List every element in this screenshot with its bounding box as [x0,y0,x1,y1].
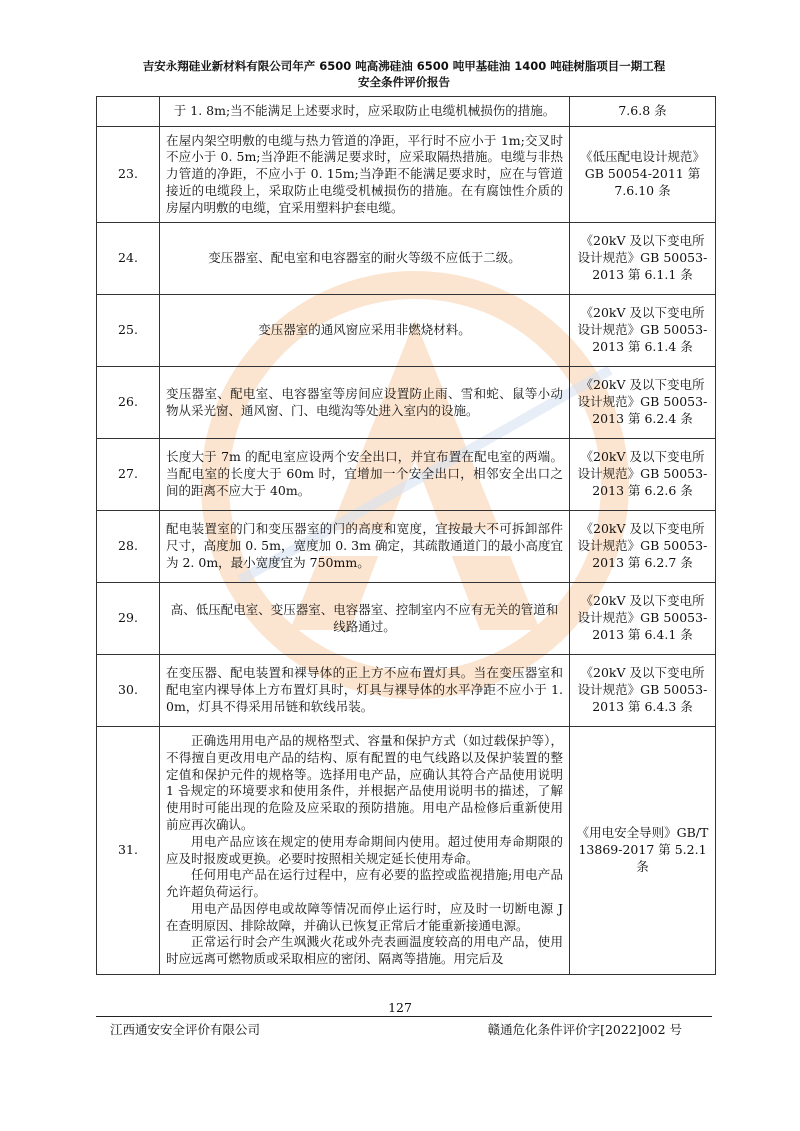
requirement-content [160,511,570,583]
standard-reference: 《20kV 及以下变电所设计规范》GB 50053-2013 第 6.4.3 条 [570,655,716,727]
requirement-paragraph: 配电装置室的门和变压器室的门的高度和宽度，宜按最大不可拆卸部件尺寸，高度加 0. 5m，宽度加 0. 3m 确定，其疏散通道门的最小高度宜为 2. 0m，最小宽度宜为 750mm。 [166,521,563,570]
table-row [97,583,716,655]
row-number: 28. [97,511,160,583]
requirement-content [160,583,570,655]
requirement-paragraph: 于 1. 8m;当不能满足上述要求时，应采取防止电缆机械损伤的措施。 [173,103,556,119]
header-report-title: 安全条件评价报告 [358,75,450,89]
table-row [97,367,716,439]
requirement-content [160,727,570,975]
header-project-title: 吉安永翔硅业新材料有限公司年产 6500 吨高沸硅油 6500 吨甲基硅油 1400 吨硅树脂项目一期工程 [142,59,666,73]
row-number: 26. [97,367,160,439]
requirement-paragraph: 变压器室的通风窗应采用非燃烧材料。 [258,322,471,338]
standard-reference: 7.6.8 条 [570,97,716,127]
table-row [97,223,716,295]
requirement-paragraph: 正常运行时会产生飒溅火花或外壳表画温度较高的用电产品，使用时应远离可燃物质或采取相应的密闭、隔离等措施。用完后及 [166,934,563,967]
table-row [97,511,716,583]
requirement-content [160,223,570,295]
table-row [97,97,716,127]
table-row [97,727,716,975]
row-number: 31. [97,727,160,975]
footer-company: 江西通安安全评价有限公司 [110,1022,261,1037]
standard-reference: 《20kV 及以下变电所设计规范》GB 50053-2013 第 6.1.4 条 [570,295,716,367]
document-header [96,58,712,90]
requirement-paragraph: 用电产品因停电或故障等情况而停止运行时，应及时一切断电源 J 在查明原因、排除故障，并确认已恢复正常后才能重新接通电源。 [166,900,563,933]
standard-reference: 《低压配电设计规范》GB 50054-2011 第 7.6.10 条 [570,127,716,223]
row-number: 25. [97,295,160,367]
row-number: 24. [97,223,160,295]
requirement-paragraph: 变压器室、配电室、电容器室等房间应设置防止雨、雪和蛇、鼠等小动物从采光窗、通风窗、门、电缆沟等处进入室内的设施。 [166,385,563,418]
standard-reference: 《20kV 及以下变电所设计规范》GB 50053-2013 第 6.2.4 条 [570,367,716,439]
standard-reference: 《用电安全导则》GB/T 13869-2017 第 5.2.1 条 [570,727,716,975]
requirements-table-body [97,97,716,975]
row-number: 30. [97,655,160,727]
table-row [97,655,716,727]
requirement-paragraph: 在屋内架空明敷的电缆与热力管道的净距，平行时不应小于 1m;交叉时不应小于 0. 5m;当净距不能满足要求时，应采取隔热措施。电缆与非热力管道的净距，不应小于 0. 15m;当净距不能满足要求时，应在与管道接近的电缆段上，采取防止电缆受机械损伤的措施。在有腐蚀性介质的房屋内明敷的电缆，宜采用塑料护套电缆。 [166,132,563,215]
requirement-paragraph: 用电产品应该在规定的使用寿命期间内使用。超过使用寿命期限的应及时报废或更换。必要时按照相关规定延长使用寿命。 [166,833,563,866]
requirement-paragraph: 正确选用用电产品的规格型式、容量和保护方式（如过载保护等），不得擅自更改用电产品的结构、原有配置的电气线路以及保护装置的整定值和保护元件的规格等。选择用电产品，应确认其符合产品使用说明 1 읍规定的环境要求和使用条件，并根据产品使用说明书的描述，了解使用时可能出现的危险及应采取的预防措施。用电产品检修后重新使用前应再次确认。 [166,732,563,832]
requirement-paragraph: 高、低压配电室、变压器室、电容器室、控制室内不应有无关的管道和线路通过。 [170,601,559,634]
table-row [97,295,716,367]
requirement-content [160,295,570,367]
requirement-content [160,439,570,511]
table-row [97,127,716,223]
row-number [97,97,160,127]
requirements-table [96,96,716,975]
requirement-content [160,127,570,223]
requirement-paragraph: 变压器室、配电室和电容器室的耐火等级不应低于二级。 [208,250,521,266]
standard-reference: 《20kV 及以下变电所设计规范》GB 50053-2013 第 6.1.1 条 [570,223,716,295]
page-number: 127 [388,1000,412,1015]
requirement-content [160,367,570,439]
row-number: 29. [97,583,160,655]
standard-reference: 《20kV 及以下变电所设计规范》GB 50053-2013 第 6.2.6 条 [570,439,716,511]
row-number: 23. [97,127,160,223]
footer-divider [96,1016,712,1017]
table-row [97,439,716,511]
standard-reference: 《20kV 及以下变电所设计规范》GB 50053-2013 第 6.4.1 条 [570,583,716,655]
requirement-content [160,97,570,127]
standard-reference: 《20kV 及以下变电所设计规范》GB 50053-2013 第 6.2.7 条 [570,511,716,583]
footer-document-code: 赣通危化条件评价字[2022]002 号 [487,1022,682,1037]
requirement-paragraph: 任何用电产品在运行过程中，应有必要的监控或监视措施;用电产品允许超负荷运行。 [166,867,563,900]
requirement-paragraph: 长度大于 7m 的配电室应设两个安全出口，并宜布置在配电室的两端。当配电室的长度大于 60m 时，宜增加一个安全出口，相邻安全出口之间的距离不应大于 40m。 [166,449,563,498]
requirement-paragraph: 在变压器、配电装置和裸导体的正上方不应布置灯具。当在变压器室和配电室内裸导体上方布置灯具时，灯具与裸导体的水平净距不应小于 1. 0m，灯具不得采用吊链和软线吊装。 [166,665,563,714]
row-number: 27. [97,439,160,511]
requirement-content [160,655,570,727]
